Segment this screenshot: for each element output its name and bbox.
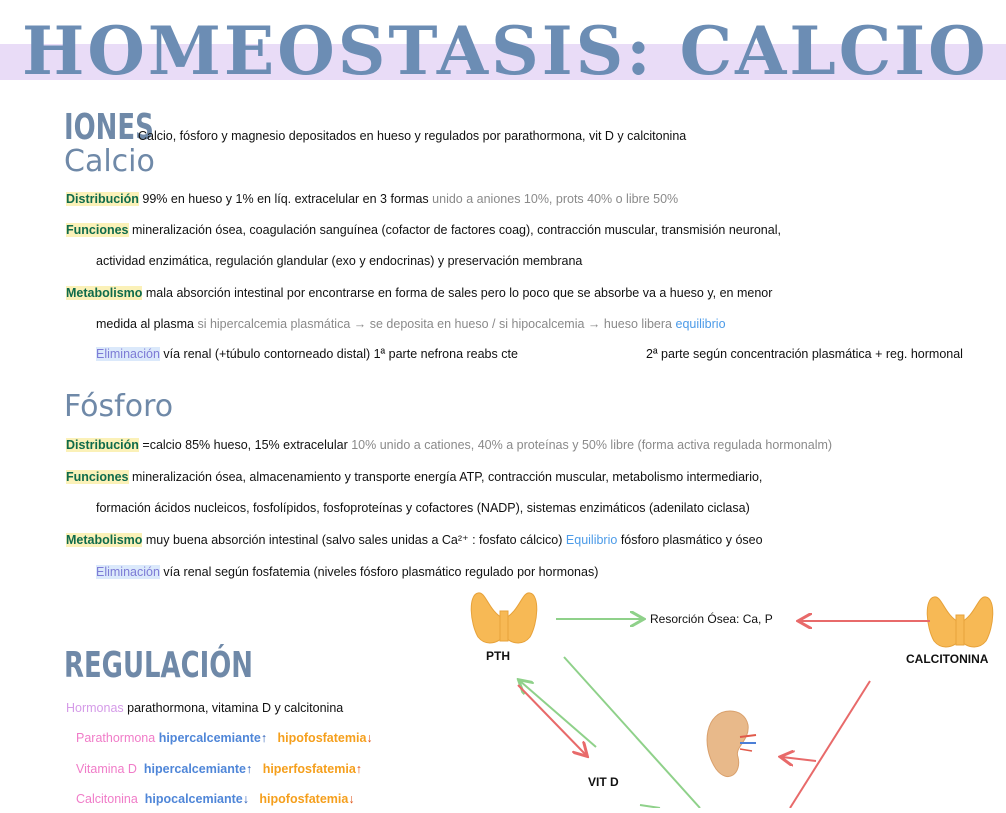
- hormonas-line: [66, 700, 343, 716]
- fosforo-funciones-label: Funciones: [66, 470, 129, 484]
- calcio-distribucion-label: Distribución: [66, 192, 139, 206]
- pth-label: PTH: [486, 649, 510, 663]
- regulacion-row-name: Parathormona: [76, 731, 156, 745]
- resorcion-label: Resorción Ósea: Ca, P: [650, 612, 773, 626]
- fosforo-metabolismo-text: muy buena absorción intestinal (salvo sales unidas a Ca²⁺ : fosfato cálcico): [145, 533, 563, 547]
- fosforo-metabolismo-line: [66, 532, 763, 548]
- iones-heading: IONES: [64, 107, 154, 148]
- fosforo-funciones-text2: formación ácidos nucleicos, fosfolípidos, fosfoproteínas y cofactores (NADP), sistemas enzimáticos (adenilato ciclasa): [96, 501, 750, 515]
- calcio-metabolismo-text2: medida al plasma: [96, 317, 194, 331]
- thyroid-pth-icon: [471, 593, 537, 643]
- calcio-funciones-label: Funciones: [66, 223, 129, 237]
- arrow-vitd-pth: [520, 681, 596, 747]
- vitd-label: VIT D: [588, 775, 619, 789]
- regulacion-row-effect2: hiperfosfatemia: [262, 762, 356, 776]
- regulacion-row-effect1: hipocalcemiante: [144, 792, 243, 806]
- arrow-icon: ↓: [348, 792, 355, 806]
- fosforo-eliminacion-label: Eliminación: [96, 565, 160, 579]
- calcio-metabolismo-line: [66, 285, 772, 301]
- arrow-calcitonina-kidney: [782, 757, 816, 761]
- calcio-eliminacion-text: vía renal (+túbulo contorneado distal) 1ª parte nefrona reabs cte: [163, 347, 518, 361]
- calcio-eliminacion-label: Eliminación: [96, 347, 160, 361]
- kidney-icon: [707, 711, 756, 777]
- calcio-eliminacion-line: [96, 346, 518, 362]
- page-title: HOMEOSTASIS: CALCIO: [22, 12, 989, 90]
- hormonas-label: Hormonas: [66, 701, 124, 715]
- fosforo-heading: Fósforo: [64, 389, 174, 424]
- fosforo-metabolismo-text2: fósforo plasmático y óseo: [620, 533, 763, 547]
- arrow-pth-vitd: [518, 685, 586, 755]
- arrow-icon: ↑: [246, 762, 253, 776]
- regulacion-heading: REGULACIÓN: [64, 645, 253, 686]
- regulacion-row-2: [76, 791, 355, 807]
- calcio-eliminacion-text2: 2ª parte según concentración plasmática + reg. hormonal: [646, 347, 963, 361]
- regulation-diagram: [460, 585, 1006, 808]
- thyroid-calcitonina-icon: [927, 597, 993, 647]
- fosforo-distribucion-label: Distribución: [66, 438, 139, 452]
- arrow-icon: ↑: [260, 731, 268, 745]
- calcio-metabolismo-equilibrio: equilibrio: [675, 317, 726, 331]
- arrow-icon: ↓: [366, 731, 373, 745]
- fosforo-metabolismo-label: Metabolismo: [66, 533, 143, 547]
- fosforo-metabolismo-equilibrio: Equilibrio: [565, 533, 618, 547]
- arrow-icon: ↓: [242, 792, 249, 806]
- arrow-icon: ↑: [355, 762, 363, 776]
- calcio-distribucion-detail: unido a aniones 10%, prots 40% o libre 50%: [432, 192, 679, 206]
- hormonas-text: parathormona, vitamina D y calcitonina: [127, 701, 344, 715]
- regulacion-row-effect1: hipercalcemiante: [143, 762, 247, 776]
- calcio-distribucion-line: [66, 191, 678, 207]
- fosforo-eliminacion-text: vía renal según fosfatemia (niveles fósforo plasmático regulado por hormonas): [163, 565, 599, 579]
- fosforo-distribucion-line: [66, 437, 832, 453]
- calcio-metabolismo-gray: si hipercalcemia plasmática → se deposita en hueso / si hipocalcemia → hueso libera: [197, 317, 673, 331]
- fosforo-distribucion-detail: 10% unido a cationes, 40% a proteínas y 50% libre (forma activa regulada hormonalm): [351, 438, 833, 452]
- calcio-metabolismo-line2: [96, 316, 726, 332]
- calcio-metabolismo-label: Metabolismo: [66, 286, 143, 300]
- regulacion-row-name: Vitamina D: [76, 762, 137, 776]
- calcio-heading: Calcio: [64, 144, 155, 179]
- arrow-calcitonina-down: [790, 681, 870, 808]
- fosforo-funciones-line: [66, 469, 762, 485]
- fosforo-funciones-text1: mineralización ósea, almacenamiento y transporte energía ATP, contracción muscular, metabolismo intermediario,: [132, 470, 763, 484]
- regulacion-row-0: [76, 730, 373, 746]
- arrow-pth-down: [564, 657, 700, 808]
- calcio-funciones-line: [66, 222, 781, 238]
- calcitonina-label: CALCITONINA: [906, 652, 989, 666]
- regulacion-row-effect1: hipercalcemiante: [158, 731, 261, 745]
- calcio-funciones-text1: mineralización ósea, coagulación sanguínea (cofactor de factores coag), contracción muscular, transmisión neuronal,: [132, 223, 781, 237]
- calcio-distribucion-text: 99% en hueso y 1% en líq. extracelular en 3 formas: [142, 192, 429, 206]
- calcio-funciones-text2: actividad enzimática, regulación glandular (exo y endocrinas) y preservación membrana: [96, 254, 583, 268]
- regulacion-row-1: [76, 761, 362, 777]
- regulacion-row-name: Calcitonina: [76, 792, 138, 806]
- regulacion-row-effect2: hipofosfatemia: [259, 792, 349, 806]
- iones-description: Calcio, fósforo y magnesio depositados en hueso y regulados por parathormona, vit D y calcitonina: [138, 129, 687, 143]
- fosforo-eliminacion-line: [96, 564, 598, 580]
- calcio-metabolismo-text1: mala absorción intestinal por encontrarse en forma de sales pero lo poco que se absorbe va a hueso y, en menor: [145, 286, 773, 300]
- fosforo-distribucion-text: =calcio 85% hueso, 15% extracelular: [142, 438, 348, 452]
- regulacion-row-effect2: hipofosfatemia: [277, 731, 367, 745]
